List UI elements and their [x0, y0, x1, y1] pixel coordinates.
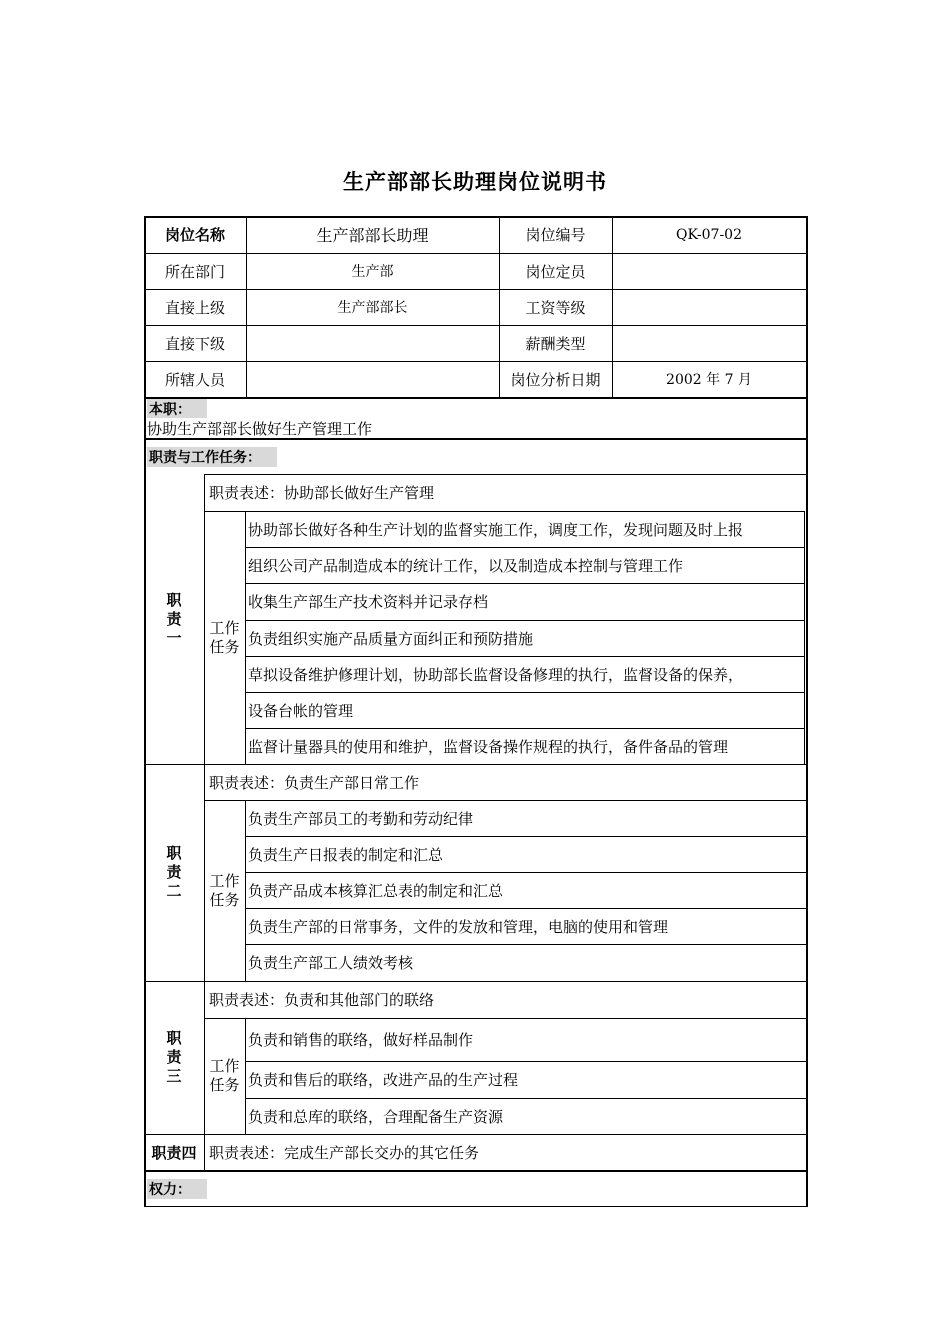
- duty-summary: 职责表述：协助部长做好生产管理: [209, 484, 435, 502]
- task-item: 协助部长做好各种生产计划的监督实施工作，调度工作，发现问题及时上报: [248, 520, 744, 539]
- info-value: [246, 325, 499, 361]
- task-item: 负责生产日报表的制定和汇总: [248, 845, 444, 864]
- tasks-label-part: 任务: [209, 890, 240, 909]
- table-border-h: [144, 1206, 807, 1207]
- info-label: 岗位定员: [525, 262, 586, 281]
- info-label: 工资等级: [525, 298, 586, 317]
- task-item: 组织公司产品制造成本的统计工作，以及制造成本控制与管理工作: [248, 556, 684, 575]
- task-item: 草拟设备维护修理计划，协助部长监督设备修理的执行，监督设备的保养，: [248, 665, 744, 684]
- tasks-label: [204, 1018, 245, 1134]
- tasks-label-part: 任务: [209, 637, 240, 656]
- duty-summary: 职责表述：负责生产部日常工作: [209, 773, 420, 792]
- duty-label: 职责四: [151, 1143, 197, 1162]
- table-border-v: [245, 800, 246, 981]
- table-border-v: [245, 511, 246, 764]
- table-border-h: [144, 253, 807, 254]
- table-border-v: [204, 981, 205, 1134]
- table-border-v: [204, 474, 205, 764]
- info-label: 薪酬类型: [525, 334, 586, 353]
- task-item: 负责生产部的日常事务，文件的发放和管理，电脑的使用和管理: [248, 917, 669, 936]
- duty-label-char: 三: [166, 1067, 182, 1085]
- info-label: 岗位名称: [164, 226, 225, 244]
- duty-label: [144, 981, 204, 1134]
- tasks-label-part: 工作: [209, 1057, 240, 1075]
- task-item: 负责组织实施产品质量方面纠正和预防措施: [248, 629, 534, 648]
- table-border-v: [144, 216, 146, 1207]
- info-value: [246, 361, 499, 397]
- duty-label-char: 职: [166, 590, 182, 609]
- info-value: [612, 325, 806, 361]
- info-value: [612, 289, 806, 325]
- table-border-h: [204, 1018, 807, 1019]
- duty-label: [144, 764, 204, 981]
- info-value: 2002 年 7 月: [666, 372, 752, 388]
- info-value: QK-07-02: [675, 226, 742, 243]
- duty-label-char: 责: [166, 609, 182, 628]
- table-border-h: [204, 800, 807, 801]
- task-item: 负责生产部员工的考勤和劳动纪律: [248, 809, 474, 828]
- page-title: 生产部部长助理岗位说明书: [343, 170, 607, 194]
- task-item: 负责产品成本核算汇总表的制定和汇总: [248, 881, 504, 900]
- info-label: 所辖人员: [164, 370, 225, 389]
- task-item: 监督计量器具的使用和维护，监督设备操作规程的执行，备件备品的管理: [248, 737, 729, 756]
- info-value: 生产部部长助理: [316, 226, 429, 245]
- duty-summary: 职责表述：负责和其他部门的联络: [209, 991, 435, 1009]
- table-border-v: [806, 216, 808, 1207]
- duty-label: [144, 474, 204, 764]
- table-border-v: [499, 216, 500, 397]
- table-border-h: [204, 511, 805, 512]
- duty-label-char: 二: [166, 882, 182, 900]
- core-duty-text: 协助生产部部长做好生产管理工作: [147, 419, 373, 438]
- task-item: 负责生产部工人绩效考核: [248, 954, 414, 972]
- tasks-label-part: 任务: [209, 1076, 240, 1094]
- tasks-label-part: 工作: [209, 618, 240, 637]
- table-border-v: [204, 764, 205, 981]
- task-item: 负责和销售的联络，做好样品制作: [248, 1031, 474, 1049]
- duty-label-char: 职: [166, 1029, 182, 1047]
- duty-label-char: 责: [166, 863, 182, 881]
- tasks-label: [204, 800, 245, 981]
- duties-label-row: [146, 440, 806, 474]
- table-border-v: [804, 511, 805, 764]
- tasks-label: [204, 511, 245, 764]
- table-border-v: [204, 1134, 205, 1170]
- info-value: 生产部: [351, 264, 394, 280]
- table-border-h: [144, 289, 807, 290]
- info-label: 直接上级: [164, 298, 225, 317]
- task-item: 设备台帐的管理: [248, 701, 354, 720]
- core-label-row: [146, 399, 806, 418]
- table-border-v: [612, 216, 613, 397]
- info-label: 岗位编号: [525, 226, 586, 244]
- tasks-label-part: 工作: [209, 871, 240, 890]
- duty-label-char: 责: [166, 1048, 182, 1066]
- duties-section-label: 职责与工作任务：: [147, 447, 277, 467]
- duty-label-char: 职: [166, 844, 182, 862]
- duty-label-char: 一: [166, 628, 182, 647]
- info-label: 岗位分析日期: [510, 370, 601, 389]
- table-border-v: [245, 1018, 246, 1134]
- table-border-h: [144, 325, 807, 326]
- info-label: 所在部门: [164, 262, 225, 281]
- info-value: [612, 253, 806, 289]
- task-item: 收集生产部生产技术资料并记录存档: [248, 593, 489, 611]
- table-border-h: [144, 216, 807, 218]
- table-border-h: [144, 361, 807, 362]
- task-item: 负责和总库的联络，合理配备生产资源: [248, 1107, 504, 1126]
- authority-label: 权力：: [147, 1179, 207, 1199]
- info-value: 生产部部长: [337, 300, 408, 316]
- task-item: 负责和售后的联络，改进产品的生产过程: [248, 1071, 519, 1089]
- authority-row: [146, 1172, 806, 1206]
- table-border-v: [246, 216, 247, 397]
- info-label: 直接下级: [164, 334, 225, 353]
- duty-summary: 职责表述：完成生产部长交办的其它任务: [209, 1143, 480, 1162]
- core-duty-label: 本职：: [147, 399, 207, 418]
